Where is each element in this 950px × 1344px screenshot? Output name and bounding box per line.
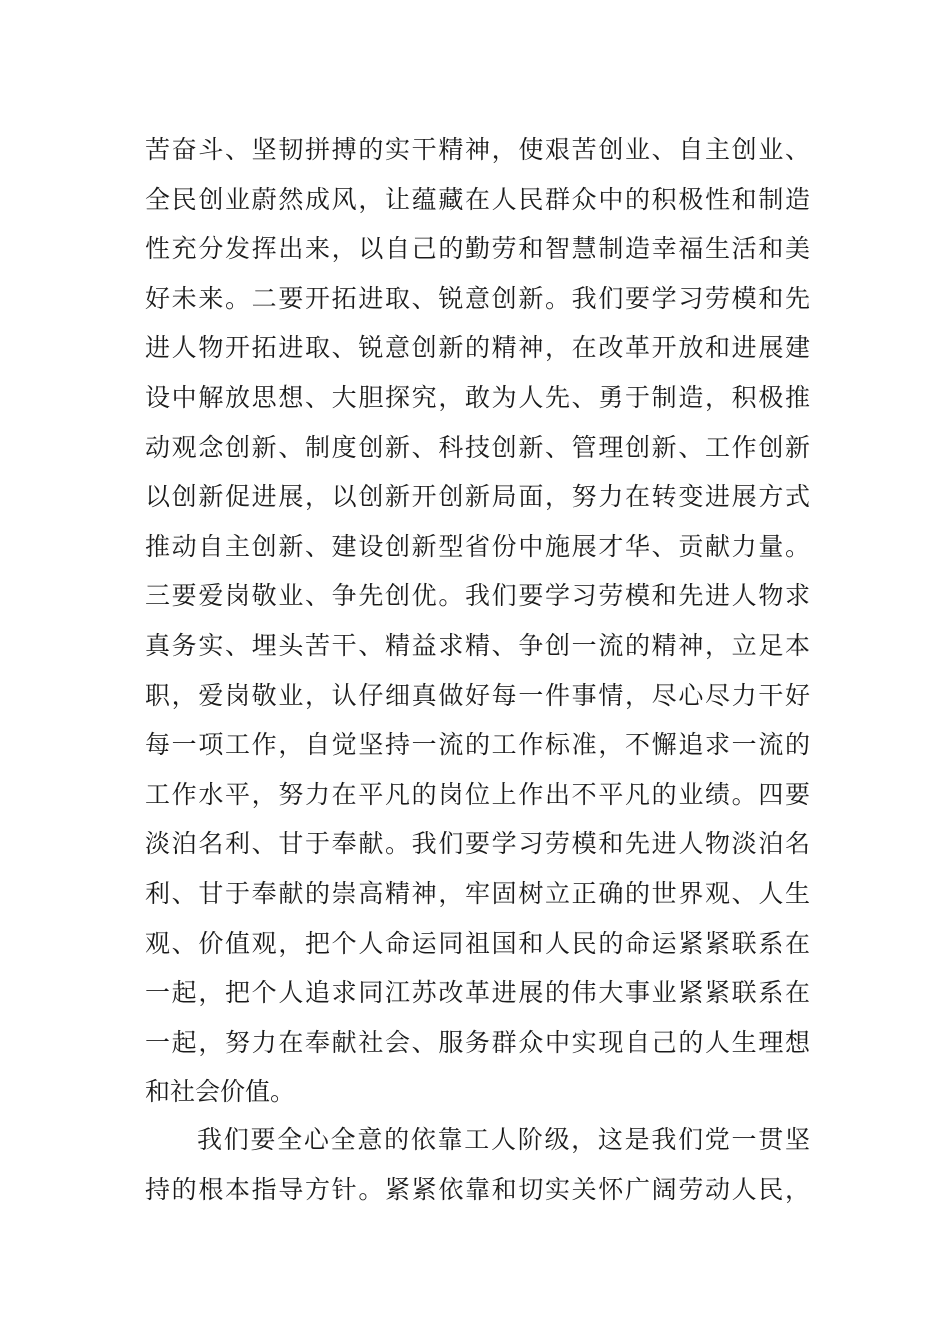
text-line: 持的根本指导方针。紧紧依靠和切实关怀广阔劳动人民，	[145, 1174, 810, 1204]
text-line: 我们要全心全意的依靠工人阶级，这是我们党一贯坚	[197, 1125, 810, 1154]
text-line: 推动自主创新、建设创新型省份中施展才华、贡献力量。	[145, 531, 810, 561]
text-line: 动观念创新、制度创新、科技创新、管理创新、工作创新	[145, 432, 810, 462]
body-paragraph-2	[145, 1115, 810, 1214]
text-line: 以创新促进展，以创新开创新局面，努力在转变进展方式	[145, 482, 810, 512]
text-line: 一起，把个人追求同江苏改革进展的伟大事业紧紧联系在	[145, 978, 810, 1008]
text-line: 好未来。二要开拓进取、锐意创新。我们要学习劳模和先	[145, 283, 810, 313]
text-line: 淡泊名利、甘于奉献。我们要学习劳模和先进人物淡泊名	[145, 829, 810, 859]
text-line: 性充分发挥出来，以自己的勤劳和智慧制造幸福生活和美	[145, 234, 810, 264]
text-line: 利、甘于奉献的崇高精神，牢固树立正确的世界观、人生	[145, 878, 810, 908]
text-line: 三要爱岗敬业、争先创优。我们要学习劳模和先进人物求	[145, 581, 810, 611]
text-line: 观、价值观，把个人命运同祖国和人民的命运紧紧联系在	[145, 928, 810, 958]
text-line: 工作水平，努力在平凡的岗位上作出不平凡的业绩。四要	[145, 779, 810, 809]
text-line: 和社会价值。	[145, 1077, 296, 1107]
body-paragraph-1	[145, 125, 810, 1117]
text-line: 设中解放思想、大胆探究，敢为人先、勇于制造，积极推	[145, 382, 810, 412]
text-line: 全民创业蔚然成风，让蕴藏在人民群众中的积极性和制造	[145, 184, 810, 214]
text-line: 真务实、埋头苦干、精益求精、争创一流的精神，立足本	[145, 630, 810, 660]
text-line: 职，爱岗敬业，认仔细真做好每一件事情，尽心尽力干好	[145, 680, 810, 710]
text-line: 每一项工作，自觉坚持一流的工作标准，不懈追求一流的	[145, 730, 810, 760]
text-line: 苦奋斗、坚韧拼搏的实干精神，使艰苦创业、自主创业、	[145, 135, 810, 164]
text-line: 一起，努力在奉献社会、服务群众中实现自己的人生理想	[145, 1027, 810, 1057]
text-line: 进人物开拓进取、锐意创新的精神，在改革开放和进展建	[145, 333, 810, 363]
